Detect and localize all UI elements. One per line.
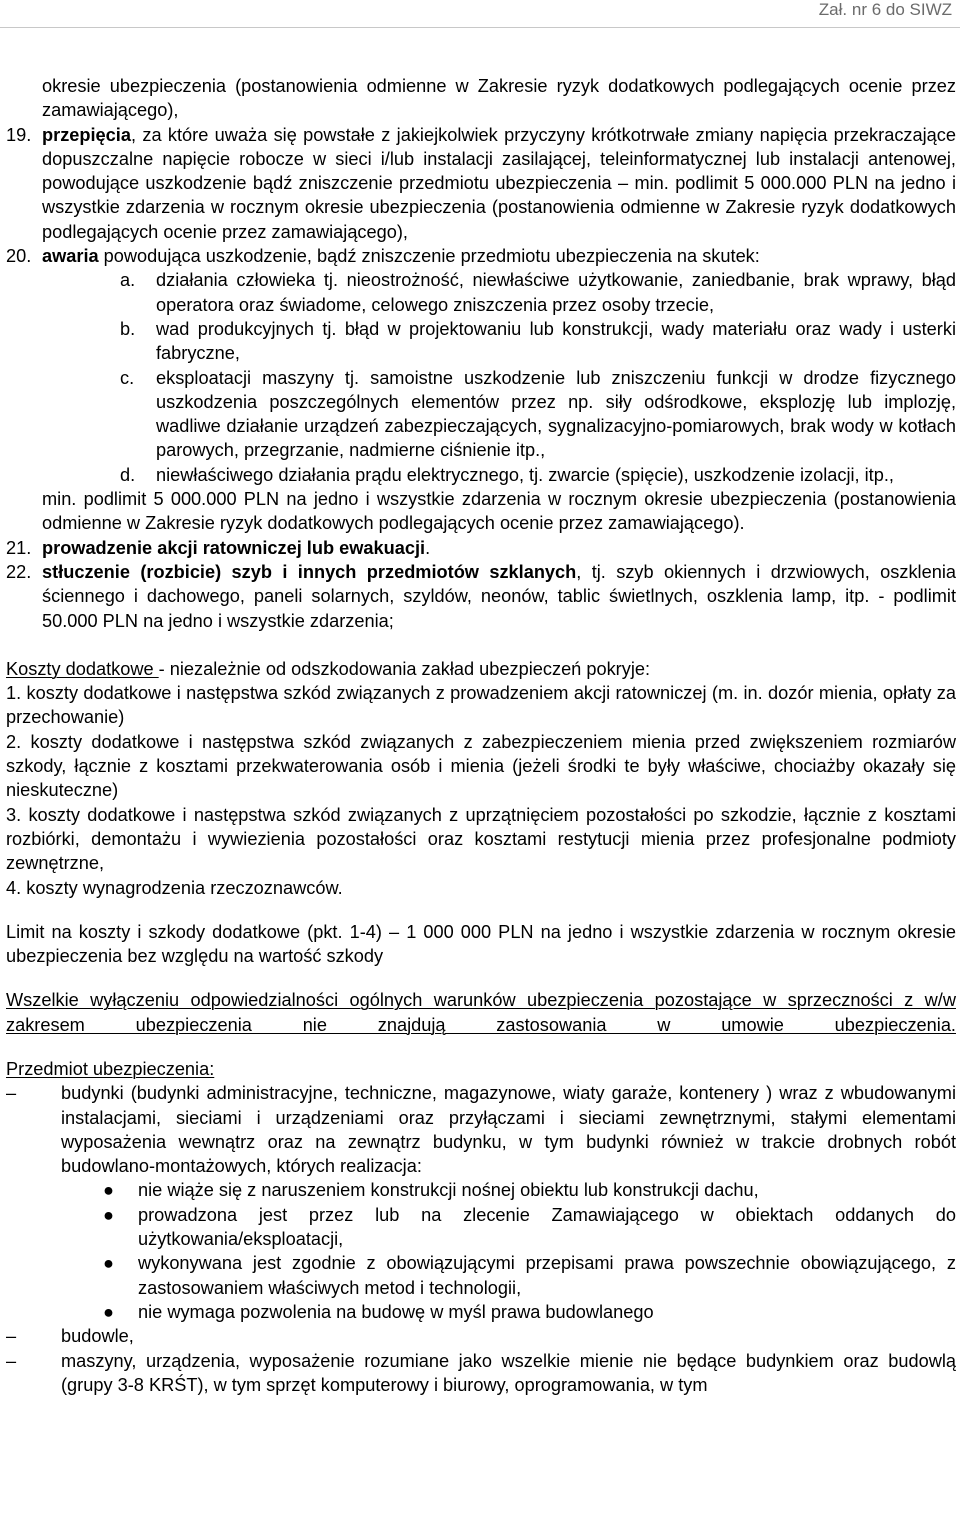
bullet-marker: ●: [103, 1253, 114, 1274]
dash-item-text: budowle,: [61, 1326, 134, 1347]
koszty-item-4: 4. koszty wynagrodzenia rzeczoznawców.: [6, 877, 343, 898]
dash-item-budowle: [6, 1324, 956, 1348]
bullet-item-2: [6, 1203, 956, 1252]
item-text: , tj. szyb okiennych i drzwiowych, oszklenia ściennego i dachowego, paneli solarnych, szyldów, neonów, tablic świetlnych, oszklenia lamp, itp. - podlimit 50.000 PLN na jedno i wszystkie zdarzenia;: [42, 561, 956, 631]
dash-item-budynki: [6, 1081, 956, 1178]
dash-item-text: maszyny, urządzenia, wyposażenie rozumiane jako wszelkie mienie nie będące budynkiem oraz budowlą (grupy 3-8 KRŚT), w tym sprzęt komputerowy i biurowy, oprogramowania, w tym: [61, 1350, 956, 1395]
koszty-intro: [6, 657, 956, 681]
koszty-intro-text: - niezależnie od odszkodowania zakład ubezpieczeń pokryje:: [158, 658, 651, 679]
bullet-marker: ●: [103, 1180, 114, 1201]
dash-item-text: budynki (budynki administracyjne, techniczne, magazynowe, wiaty garaże, kontenery ) wraz z wbudowanymi instalacjami, sieciami i urządzeniami oraz przyłączami i sieciami zewnętrznymi, stałymi elementami wyposażenia wewnątrz oraz na zewnątrz budynku, w tym budynki również w trakcie drobnych robót budowlano-montażowych, których realizacja:: [61, 1083, 956, 1177]
sub-item-d: [6, 463, 956, 487]
bullet-item-text: wykonywana jest zgodnie z obowiązującymi przepisami prawa powszechnie obowiązującego, z zastosowaniem właściwych metod i technologii,: [138, 1253, 956, 1298]
sub-item-text: niewłaściwego działania prądu elektrycznego, tj. zwarcie (spięcie), uszkodzenie izolacji, itp.,: [156, 464, 894, 485]
koszty-heading: Koszty dodatkowe: [6, 658, 159, 679]
koszty-item-3: 3. koszty dodatkowe i następstwa szkód związanych z uprzątnięciem pozostałości po szkodzie, łącznie z kosztami rozbiórki, demontażu i wywiezienia pozostałości oraz kosztami restytucji mienia przez profesjonalne podmioty zewnętrzne,: [6, 804, 956, 874]
item-bold-term: prowadzenie akcji ratowniczej lub ewakuacji: [42, 537, 426, 558]
bullet-item-text: nie wiąże się z naruszeniem konstrukcji nośnej obiektu lub konstrukcji dachu,: [138, 1180, 759, 1201]
sub-item-a: [6, 268, 956, 317]
item-number: 21.: [6, 537, 32, 558]
continuation-paragraph: okresie ubezpieczenia (postanowienia odmienne w Zakresie ryzyk dodatkowych podlegających ocenie przez zamawiającego),: [42, 76, 956, 121]
bullet-item-1: [6, 1178, 956, 1202]
koszty-item-2: 2. koszty dodatkowe i następstwa szkód związanych z zabezpieczeniem mienia przed zwiększeniem rozmiarów szkody, łącznie z kosztami przekwaterowania osób i mienia (jeżeli środki te były właściwe, chociażby okazały się nieskuteczne): [6, 731, 956, 801]
header-rule: [0, 27, 960, 28]
item-bold-term: awaria: [42, 246, 99, 267]
sub-item-letter: d.: [120, 464, 136, 485]
item-bold-term: przepięcia: [42, 124, 131, 145]
bullet-marker: ●: [103, 1301, 114, 1322]
koszty-item-1: 1. koszty dodatkowe i następstwa szkód związanych z prowadzeniem akcji ratowniczej (m. in. dozór mienia, opłaty za przechowanie): [6, 683, 956, 728]
sub-item-letter: a.: [120, 270, 136, 291]
dash-marker: –: [6, 1350, 17, 1371]
list-item-22: [6, 560, 956, 633]
przedmiot-heading: Przedmiot ubezpieczenia:: [6, 1058, 215, 1079]
sub-item-letter: b.: [120, 318, 136, 339]
limit-paragraph: Limit na koszty i szkody dodatkowe (pkt. 1-4) – 1 000 000 PLN na jedno i wszystkie zdarzenia w rocznym okresie ubezpieczenia bez względu na wartość szkody: [6, 921, 956, 967]
bullet-item-text: nie wymaga pozwolenia na budowę w myśl prawa budowlanego: [138, 1301, 654, 1322]
bullet-item-text: prowadzona jest przez lub na zlecenie Zamawiającego w obiektach oddanych do użytkowania/eksploatacji,: [138, 1204, 956, 1250]
sub-item-b: [6, 317, 956, 366]
item-number: 19.: [6, 124, 32, 145]
list-item-20: [6, 244, 956, 268]
document-body: [6, 74, 956, 1397]
item-number: 20.: [6, 246, 32, 267]
list-item-21: [6, 536, 956, 560]
przedmiot-heading-line: [6, 1057, 956, 1081]
page-header: Zał. nr 6 do SIWZ: [818, 0, 952, 19]
bullet-item-3: [6, 1251, 956, 1300]
bullet-item-4: [6, 1300, 956, 1324]
exclusions-paragraph: [6, 988, 956, 1037]
list-item-19: [6, 123, 956, 244]
bullet-marker: ●: [103, 1204, 114, 1225]
item-text: powodująca uszkodzenie, bądź zniszczenie przedmiotu ubezpieczenia na skutek:: [98, 246, 760, 267]
sub-item-text: działania człowieka tj. nieostrożność, niewłaściwe użytkowanie, zaniedbanie, brak wprawy, błąd operatora oraz świadome, celowego zniszczenia przez osoby trzecie,: [156, 270, 956, 315]
item-text: , za które uważa się powstałe z jakiejkolwiek przyczyny krótkotrwałe zmiany napięcia przekraczające dopuszczalne napięcie robocze w sieci i/lub instalacji zasilającej, teleinformatycznej lub instalacji antenowej, powodujące uszkodzenie bądź zniszczenie przedmiotu ubezpieczenia – min. podlimit 5 000.000 PLN na jedno i wszystkie zdarzenia w rocznym okresie ubezpieczenia (postanowienia odmienne w Zakresie ryzyk dodatkowych podlegających ocenie przez zamawiającego),: [42, 124, 956, 242]
dash-item-maszyny: [6, 1349, 956, 1398]
dash-marker: –: [6, 1326, 17, 1347]
item-text: .: [425, 537, 431, 558]
item-bold-term: stłuczenie (rozbicie) szyb i innych przedmiotów szklanych: [42, 561, 577, 582]
item-number: 22.: [6, 561, 32, 582]
item-20-limit: min. podlimit 5 000.000 PLN na jedno i wszystkie zdarzenia w rocznym okresie ubezpieczenia (postanowienia odmienne w Zakresie ryzyk dodatkowych podlegających ocenie przez zamawiającego).: [42, 489, 956, 534]
sub-item-text: wad produkcyjnych tj. błąd w projektowaniu lub konstrukcji, wady materiału oraz wady i usterki fabryczne,: [156, 318, 956, 364]
sub-item-text: eksploatacji maszyny tj. samoistne uszkodzenie lub zniszczeniu funkcji w drodze fizycznego uszkodzenia poszczególnych elementów przez np. siły odśrodkowe, eksplozję lub implozję, wadliwe działanie urządzeń zabezpieczających, sygnalizacyjno-pomiarowych, brak wody w kotłach parowych, przegrzanie, nadmierne ciśnienie itp.,: [156, 367, 956, 461]
exclusions-text: Wszelkie wyłączeniu odpowiedzialności ogólnych warunków ubezpieczenia pozostające w sprzeczności z w/w zakresem ubezpieczenia nie znajdują zastosowania w umowie ubezpieczenia.: [6, 990, 956, 1035]
sub-item-c: [6, 366, 956, 463]
sub-item-letter: c.: [120, 367, 135, 388]
dash-marker: –: [6, 1083, 17, 1104]
